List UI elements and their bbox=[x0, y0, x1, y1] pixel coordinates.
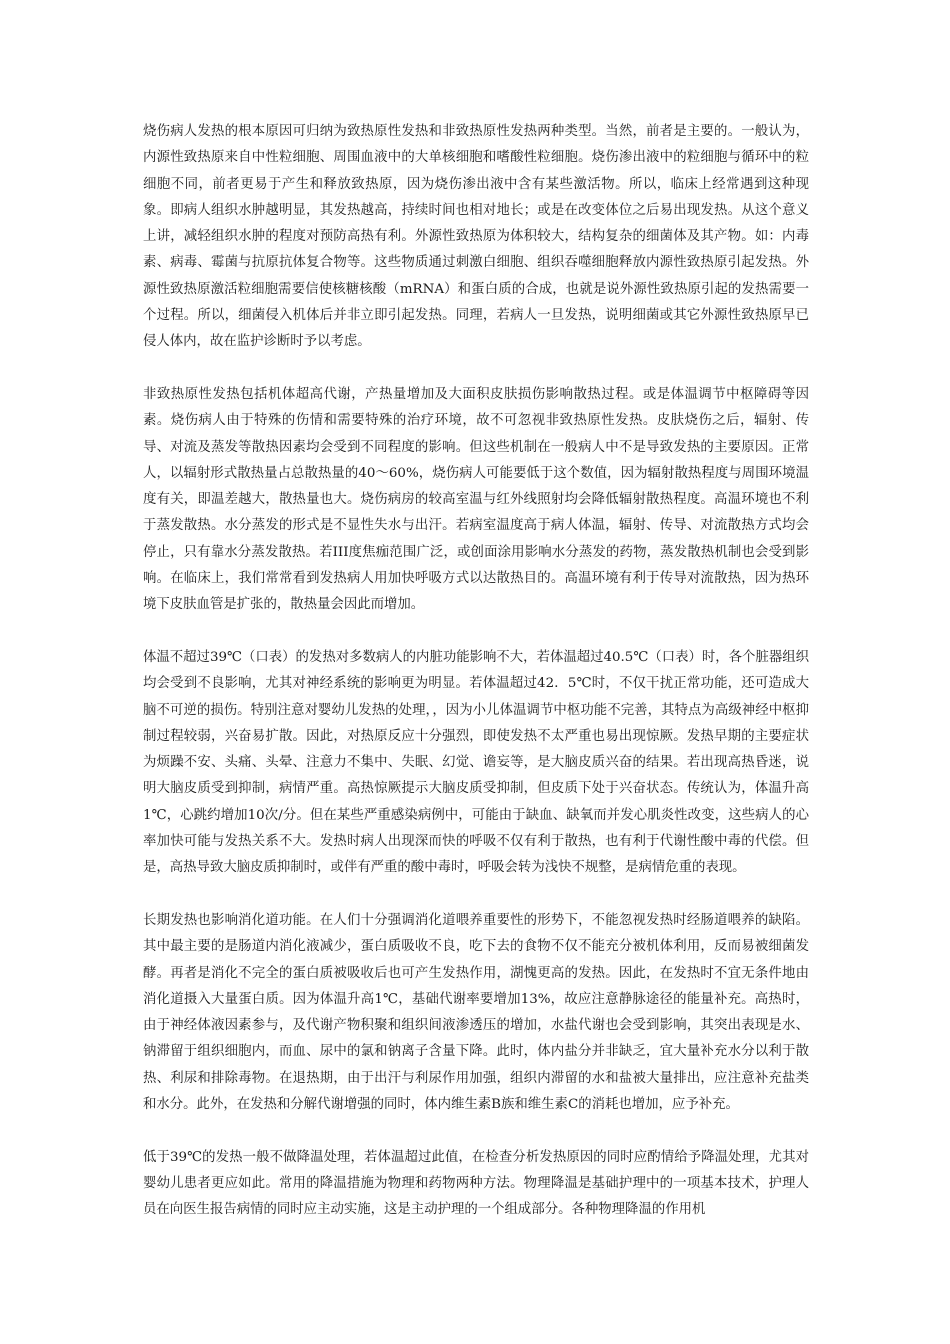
paragraph-cooling-treatment: 低于39℃的发热一般不做降温处理，若体温超过此值，在检查分析发热原因的同时应酌情给予降温处理，尤其对婴幼儿患者更应如此。常用的降温措施为物理和药物两种方法。物理降温是基础护理中的一项基本技术，护理人员在向医生报告病情的同时应主动实施，这是主动护理的一个组成部分。各种物理降温的作用机 bbox=[143, 1149, 809, 1218]
paragraph-organ-effects: 体温不超过39℃（口表）的发热对多数病人的内脏功能影响不大，若体温超过40.5℃（口表）时，各个脏器组织均会受到不良影响，尤其对神经系统的影响更为明显。若体温超过42．5℃时，不仅干扰正常功能，还可造成大脑不可逆的损伤。特别注意对婴幼儿发热的处理，，因为小儿体温调节中枢功能不完善，其特点为高级神经中枢抑制过程较弱，兴奋易扩散。因此，对热原反应十分强烈，即使发热不太严重也易出现惊厥。发热早期的主要症状为烦躁不安、头痛、头晕、注意力不集中、失眠、幻觉、谵妄等，是大脑皮质兴奋的结果。若出现高热昏迷，说明大脑皮质受到抑制，病情严重。高热惊厥提示大脑皮质受抑制，但皮质下处于兴奋状态。传统认为，体温升高1℃，心跳约增加10次/分。但在某些严重感染病例中，可能由于缺血、缺氧而并发心肌炎性改变，这些病人的心率加快可能与发热关系不大。发热时病人出现深而快的呼吸不仅有利于散热，也有利于代谢性酸中毒的代偿。但是，高热导致大脑皮质抑制时，或伴有严重的酸中毒时，呼吸会转为浅快不规整，是病情危重的表现。 bbox=[143, 649, 809, 876]
paragraph-non-pyrogenic-fever: 非致热原性发热包括机体超高代谢，产热量增加及大面积皮肤损伤影响散热过程。或是体温调节中枢障碍等因素。烧伤病人由于特殊的伤情和需要特殊的治疗环境，故不可忽视非致热原性发热。皮肤烧伤之后，辐射、传导、对流及蒸发等散热因素均会受到不同程度的影响。但这些机制在一般病人中不是导致发热的主要原因。正常人，以辐射形式散热量占总散热量的40～60%，烧伤病人可能要低于这个数值，因为辐射散热程度与周围环境温度有关，即温差越大，散热量也大。烧伤病房的较高室温与红外线照射均会降低辐射散热程度。高温环境也不利于蒸发散热。水分蒸发的形式是不显性失水与出汗。若病室温度高于病人体温，辐射、传导、对流散热方式均会停止，只有靠水分蒸发散热。若III度焦痂范围广泛，或创面涂用影响水分蒸发的药物，蒸发散热机制也会受到影响。在临床上，我们常常看到发热病人用加快呼吸方式以达散热目的。高温环境有利于传导对流散热，因为热环境下皮肤血管是扩张的，散热量会因此而增加。 bbox=[143, 386, 809, 613]
document-body bbox=[143, 119, 809, 1223]
paragraph-pyrogenic-fever: 烧伤病人发热的根本原因可归纳为致热原性发热和非致热原性发热两种类型。当然，前者是主要的。一般认为，内源性致热原来自中性粒细胞、周围血液中的大单核细胞和嗜酸性粒细胞。烧伤渗出液中的粒细胞与循环中的粒细胞不同，前者更易于产生和释放致热原，因为烧伤渗出液中含有某些激活物。所以，临床上经常遇到这种现象。即病人组织水肿越明显，其发热越高，持续时间也相对地长；或是在改变体位之后易出现发热。从这个意义上讲，减轻组织水肿的程度对预防高热有利。外源性致热原为体积较大，结构复杂的细菌体及其产物。如：内毒素、病毒、霉菌与抗原抗体复合物等。这些物质通过刺激白细胞、组织吞噬细胞释放内源性致热原引起发热。外源性致热原激活粒细胞需要信使核糖核酸（mRNA）和蛋白质的合成，也就是说外源性致热原引起的发热需要一个过程。所以，细菌侵入机体后并非立即引起发热。同理，若病人一旦发热，说明细菌或其它外源性致热原早已侵人体内，故在监护诊断时予以考虑。 bbox=[143, 124, 809, 350]
paragraph-digestive-effects: 长期发热也影响消化道功能。在人们十分强调消化道喂养重要性的形势下，不能忽视发热时经肠道喂养的缺陷。其中最主要的是肠道内消化液减少，蛋白质吸收不良，吃下去的食物不仅不能充分被机体利用，反而易被细菌发酵。再者是消化不完全的蛋白质被吸收后也可产生发热作用，湖愧更高的发热。因此，在发热时不宜无条件地由消化道摄入大量蛋白质。因为体温升高1℃，基础代谢率要增加13%，故应注意静脉途径的能量补充。高热时，由于神经体液因素参与，及代谢产物积聚和组织间液渗透压的增加，水盐代谢也会受到影响，其突出表现是水、钠滞留于组织细胞内，而血、尿中的氯和钠离子含量下降。此时，体内盐分并非缺乏，宜大量补充水分以利于散热、利尿和排除毒物。在退热期，由于出汗与利尿作用加强，组织内滞留的水和盐被大量排出，应注意补充盐类和水分。此外，在发热和分解代谢增强的同时，体内维生素B族和维生素C的消耗也增加，应予补充。 bbox=[143, 912, 809, 1112]
